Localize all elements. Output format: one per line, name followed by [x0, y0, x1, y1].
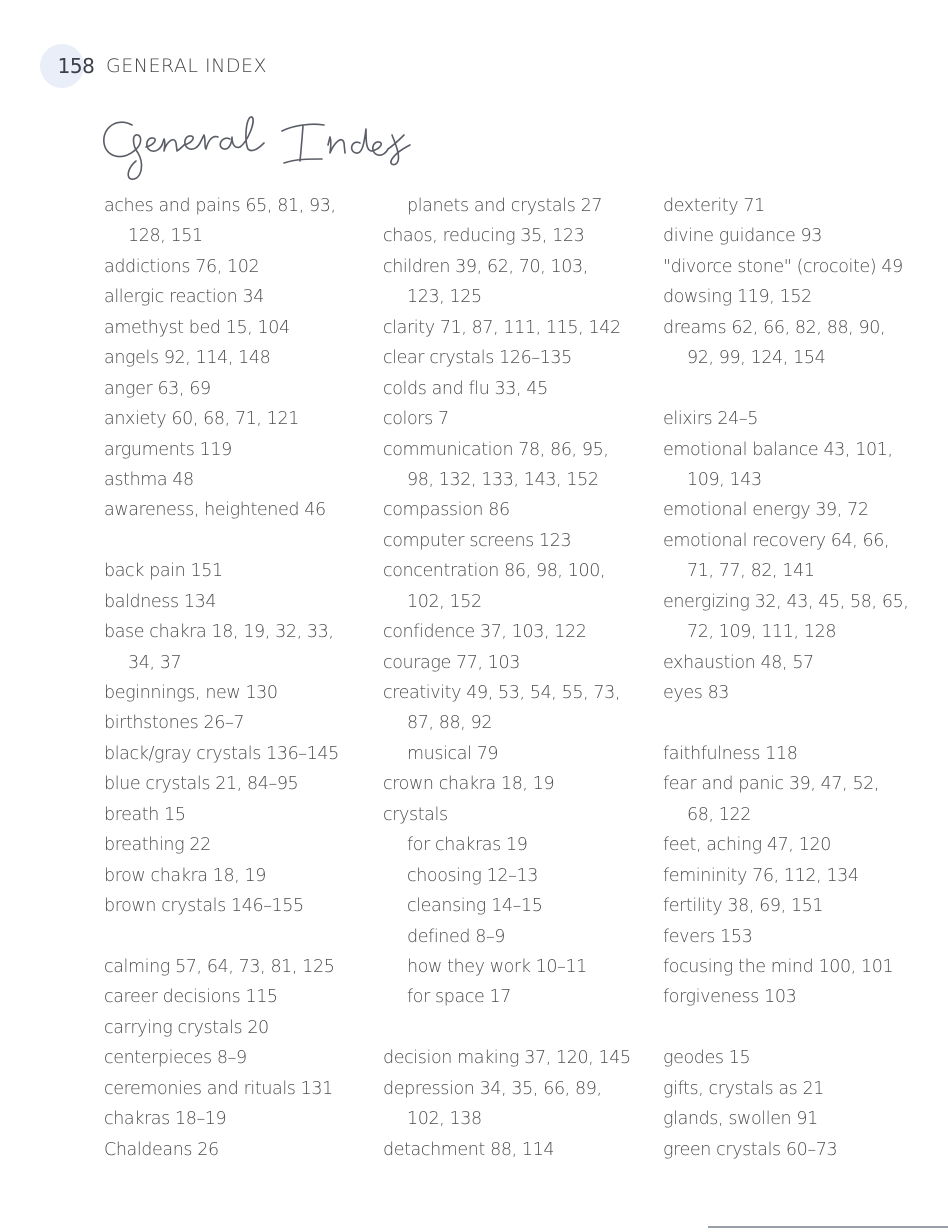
page-edge-rule — [708, 1226, 948, 1228]
index-entry: Chaldeans 26 — [104, 1139, 219, 1160]
index-entry: glands, swollen 91 — [663, 1109, 818, 1130]
index-entry: concentration 86, 98, 100, — [383, 561, 606, 582]
index-subentry: musical 79 — [407, 743, 499, 764]
index-entry: calming 57, 64, 73, 81, 125 — [104, 956, 335, 977]
index-entry: elixirs 24–5 — [663, 409, 758, 430]
blank-line — [663, 708, 943, 738]
index-entry: asthma 48 — [104, 469, 194, 490]
blank-line — [663, 374, 943, 404]
index-subentry: 128, 151 — [128, 226, 203, 247]
index-entry: blue crystals 21, 84–95 — [104, 774, 299, 795]
index-entry: computer screens 123 — [383, 530, 572, 551]
running-head: GENERAL INDEX — [106, 55, 267, 77]
page-number-circle — [40, 44, 95, 88]
blank-line — [383, 1013, 643, 1043]
index-subentry: 109, 143 — [687, 469, 762, 490]
index-entry: forgiveness 103 — [663, 987, 797, 1008]
index-entry: fertility 38, 69, 151 — [663, 896, 824, 917]
running-header — [40, 44, 267, 88]
index-entry: confidence 37, 103, 122 — [383, 622, 587, 643]
index-entry: geodes 15 — [663, 1048, 751, 1069]
index-entry: anxiety 60, 68, 71, 121 — [104, 409, 299, 430]
index-entry: ceremonies and rituals 131 — [104, 1078, 333, 1099]
index-entry: faithfulness 118 — [663, 743, 798, 764]
index-entry: eyes 83 — [663, 683, 730, 703]
index-entry: back pain 151 — [104, 561, 223, 582]
index-entry: awareness, heightened 46 — [104, 500, 326, 521]
index-subentry: how they work 10–11 — [407, 956, 587, 977]
index-entry: courage 77, 103 — [383, 652, 520, 673]
index-entry: carrying crystals 20 — [104, 1017, 269, 1038]
index-entry: depression 34, 35, 66, 89, — [383, 1078, 602, 1099]
index-entry: birthstones 26–7 — [104, 713, 245, 734]
index-subentry: choosing 12–13 — [407, 865, 538, 886]
index-subentry: 92, 99, 124, 154 — [687, 348, 826, 369]
index-subentry: 123, 125 — [407, 287, 482, 308]
index-entry: femininity 76, 112, 134 — [663, 865, 859, 886]
index-entry: detachment 88, 114 — [383, 1139, 555, 1160]
index-entry: chaos, reducing 35, 123 — [383, 226, 585, 247]
index-entry: fevers 153 — [663, 926, 753, 947]
script-title — [98, 105, 428, 195]
index-entry: aches and pains 65, 81, 93, — [104, 196, 336, 216]
index-entry: career decisions 115 — [104, 987, 278, 1008]
index-entry: black/gray crystals 136–145 — [104, 743, 339, 764]
index-entry: emotional energy 39, 72 — [663, 500, 869, 521]
index-entry: anger 63, 69 — [104, 378, 211, 399]
index-subentry: 87, 88, 92 — [407, 713, 493, 734]
index-entry: arguments 119 — [104, 439, 232, 460]
index-subentry: defined 8–9 — [407, 926, 506, 947]
blank-line — [104, 922, 364, 952]
index-entry: colors 7 — [383, 409, 449, 430]
index-entry: angels 92, 114, 148 — [104, 348, 271, 369]
index-entry: divine guidance 93 — [663, 226, 823, 247]
index-entry: baldness 134 — [104, 591, 217, 612]
index-entry: allergic reaction 34 — [104, 287, 264, 308]
index-entry: "divorce stone" (crocoite) 49 — [663, 256, 903, 277]
index-entry: chakras 18–19 — [104, 1109, 227, 1130]
index-entry: crown chakra 18, 19 — [383, 774, 555, 795]
index-entry: clear crystals 126–135 — [383, 348, 572, 369]
index-subentry: 34, 37 — [128, 652, 182, 673]
index-subentry: 72, 109, 111, 128 — [687, 622, 837, 643]
index-column-3 — [663, 191, 943, 1165]
index-entry: dowsing 119, 152 — [663, 287, 812, 308]
index-entry: feet, aching 47, 120 — [663, 835, 831, 856]
index-subentry: 102, 152 — [407, 591, 482, 612]
index-entry: compassion 86 — [383, 500, 510, 521]
index-entry: communication 78, 86, 95, — [383, 439, 609, 460]
page-number: 158 — [57, 54, 95, 78]
index-entry: breath 15 — [104, 804, 186, 825]
index-entry: clarity 71, 87, 111, 115, 142 — [383, 317, 621, 338]
index-entry: focusing the mind 100, 101 — [663, 956, 894, 977]
index-entry: gifts, crystals as 21 — [663, 1078, 825, 1099]
index-subentry: 98, 132, 133, 143, 152 — [407, 469, 599, 490]
index-entry: energizing 32, 43, 45, 58, 65, — [663, 591, 909, 612]
index-entry: amethyst bed 15, 104 — [104, 317, 290, 338]
index-entry: emotional balance 43, 101, — [663, 439, 893, 460]
index-column-1 — [104, 191, 364, 1165]
index-entry: dreams 62, 66, 82, 88, 90, — [663, 317, 886, 338]
index-entry: brow chakra 18, 19 — [104, 865, 267, 886]
index-entry: crystals — [383, 804, 448, 825]
index-subentry: cleansing 14–15 — [407, 896, 543, 917]
index-entry: decision making 37, 120, 145 — [383, 1048, 631, 1069]
index-entry: dexterity 71 — [663, 196, 765, 216]
index-subentry: for space 17 — [407, 987, 511, 1008]
index-column-2 — [383, 191, 643, 1165]
index-entry: breathing 22 — [104, 835, 211, 856]
index-entry: addictions 76, 102 — [104, 256, 260, 277]
index-subentry: 71, 77, 82, 141 — [687, 561, 815, 582]
index-subentry: 102, 138 — [407, 1109, 482, 1130]
blank-line — [663, 1013, 943, 1043]
index-entry: children 39, 62, 70, 103, — [383, 256, 588, 277]
index-subentry: 68, 122 — [687, 804, 751, 825]
index-entry: emotional recovery 64, 66, — [663, 530, 890, 551]
index-entry: centerpieces 8–9 — [104, 1048, 247, 1069]
index-entry: beginnings, new 130 — [104, 683, 278, 703]
index-entry: creativity 49, 53, 54, 55, 73, — [383, 683, 621, 703]
blank-line — [104, 526, 364, 556]
index-entry: brown crystals 146–155 — [104, 896, 304, 917]
index-entry: base chakra 18, 19, 32, 33, — [104, 622, 334, 643]
index-entry: colds and flu 33, 45 — [383, 378, 548, 399]
index-entry: fear and panic 39, 47, 52, — [663, 774, 880, 795]
index-entry: exhaustion 48, 57 — [663, 652, 814, 673]
index-subentry: planets and crystals 27 — [407, 196, 603, 216]
index-subentry: for chakras 19 — [407, 835, 528, 856]
index-entry: green crystals 60–73 — [663, 1139, 838, 1160]
